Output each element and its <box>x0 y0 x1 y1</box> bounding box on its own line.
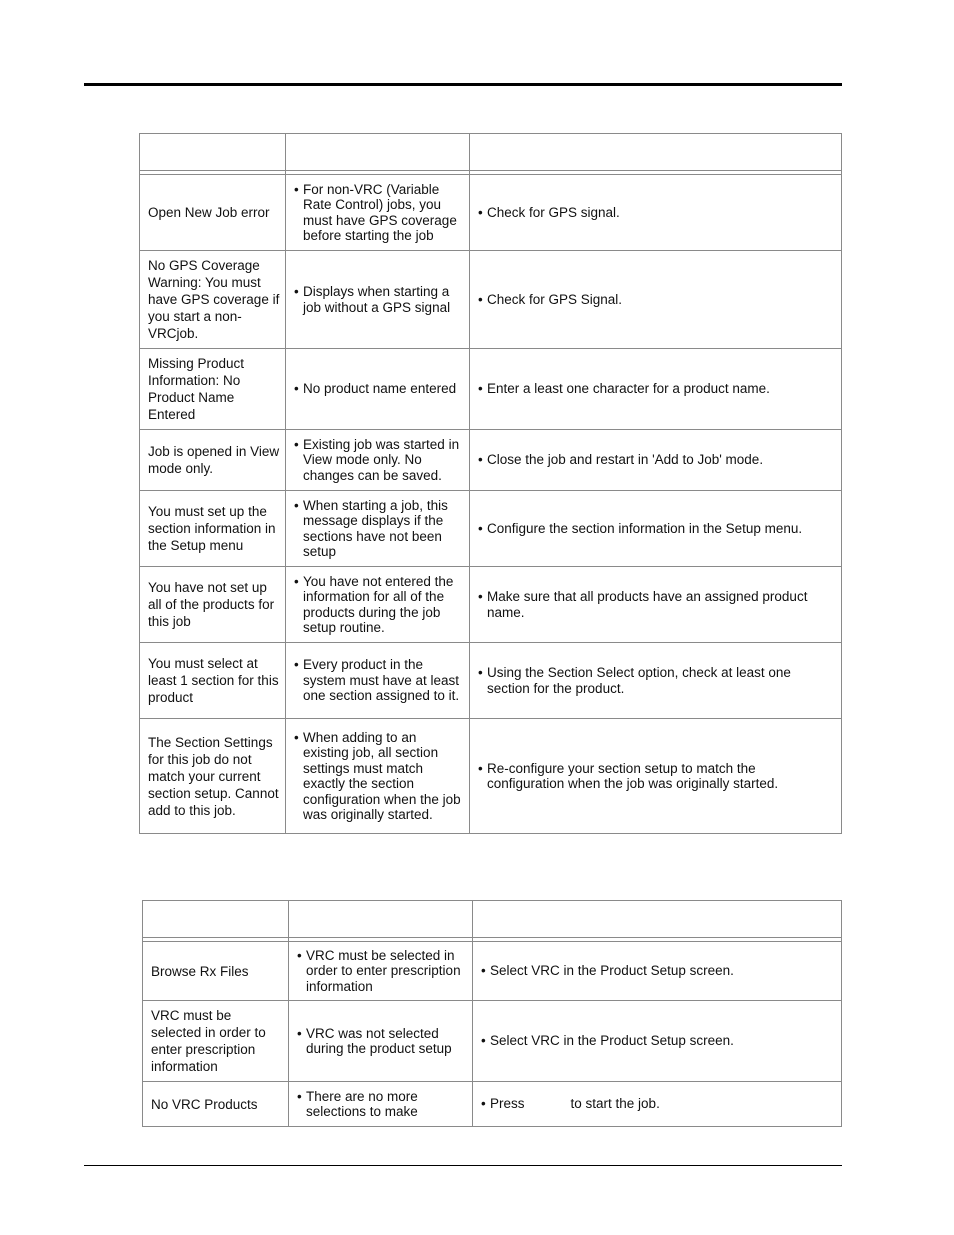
cause-cell: There are no more selections to make <box>306 1088 418 1119</box>
cause-cell: Existing job was started in View mode only. No changes can be saved. <box>303 436 460 483</box>
cause-cell: VRC was not selected during the product setup <box>306 1025 452 1056</box>
table-row: Open New Job error • For non-VRC (Variable Rate Control) jobs, you must have GPS coverage before starting the job • Check for GPS signal. <box>140 175 841 251</box>
table-row: Missing Product Information: No Product Name Entered • No product name entered • Enter a least one character for a product name. <box>140 349 841 430</box>
message-cell: No VRC Products <box>151 1096 258 1112</box>
table-row: The Section Settings for this job do not match your current section setup. Cannot add to this job. • When adding to an existing job, all section settings must match exactly the section configuration when the job was originally started. • Re-configure your section setup to match the configuration when the job was originally started. <box>140 719 841 833</box>
cause-cell: Displays when starting a job without a GPS signal <box>303 284 451 315</box>
message-cell: You must select at least 1 section for this product <box>148 656 279 705</box>
table-row: VRC must be selected in order to enter prescription information • VRC was not selected during the product setup • Select VRC in the Product Setup screen. <box>143 1001 841 1082</box>
cause-cell: You have not entered the information for all of the products during the job setup routine. <box>303 573 454 635</box>
message-cell: Browse Rx Files <box>151 963 249 979</box>
table-row: No GPS Coverage Warning: You must have GPS coverage if you start a non-VRCjob. • Displays when starting a job without a GPS signal • Check for GPS Signal. <box>140 251 841 349</box>
action-cell: Select VRC in the Product Setup screen. <box>490 963 734 979</box>
message-cell: VRC must be selected in order to enter prescription information <box>151 1008 266 1074</box>
footer-rule <box>84 1165 842 1166</box>
message-cell: You have not set up all of the products for this job <box>148 580 275 629</box>
action-cell: Check for GPS signal. <box>487 204 620 220</box>
message-cell: Missing Product Information: No Product Name Entered <box>148 356 245 422</box>
table-row: Job is opened in View mode only. • Existing job was started in View mode only. No changes can be saved. • Close the job and restart in 'Add to Job' mode. <box>140 430 841 491</box>
message-cell: No GPS Coverage Warning: You must have GPS coverage if you start a non-VRCjob. <box>148 258 280 341</box>
table-row: You must select at least 1 section for this product • Every product in the system must have at least one section assigned to it. • Using the Section Select option, check at least one section for the product. <box>140 643 841 719</box>
table-row: You must set up the section information in the Setup menu • When starting a job, this message displays if the sections have not been setup • Configure the section information in the Setup menu. <box>140 491 841 567</box>
error-table-2 <box>142 900 842 1127</box>
table-header <box>140 134 841 171</box>
cause-cell: When starting a job, this message displays if the sections have not been setup <box>303 497 448 559</box>
table-row: You have not set up all of the products for this job • You have not entered the information for all of the products during the job setup routine. • Make sure that all products have an assigned product name. <box>140 567 841 643</box>
message-cell: Open New Job error <box>148 205 270 220</box>
table-row: Browse Rx Files • VRC must be selected in order to enter prescription information • Select VRC in the Product Setup screen. <box>143 942 841 1001</box>
action-cell: Close the job and restart in 'Add to Job' mode. <box>487 452 764 468</box>
action-cell: Configure the section information in the Setup menu. <box>487 520 803 536</box>
cause-cell: No product name entered <box>303 381 457 397</box>
table-row: No VRC Products • There are no more selections to make • Press to start the job. <box>151 1088 660 1119</box>
cause-cell: VRC must be selected in order to enter prescription information <box>306 947 461 994</box>
table-header <box>143 901 841 938</box>
action-cell: Make sure that all products have an assigned product name. <box>487 589 808 620</box>
action-cell: Check for GPS Signal. <box>487 291 623 307</box>
message-cell: The Section Settings for this job do not match your current section setup. Cannot add to this job. <box>148 734 279 818</box>
action-cell: Using the Section Select option, check at least one section for the product. <box>487 665 791 696</box>
action-cell: Enter a least one character for a product name. <box>487 381 770 397</box>
cause-cell: Every product in the system must have at least one section assigned to it. <box>303 657 460 704</box>
message-cell: You must set up the section information in the Setup menu <box>148 504 276 553</box>
action-cell: Press to start the job. <box>490 1096 660 1112</box>
cause-cell: When adding to an existing job, all section settings must match exactly the section configuration when the job was originally started. <box>303 729 461 822</box>
message-cell: Job is opened in View mode only. <box>148 444 280 476</box>
action-cell: Select VRC in the Product Setup screen. <box>490 1033 734 1049</box>
action-cell: Re-configure your section setup to match the configuration when the job was originally started. <box>487 760 779 791</box>
cause-cell: For non-VRC (Variable Rate Control) jobs, you must have GPS coverage before starting the job <box>303 181 457 243</box>
error-table-1 <box>139 133 842 834</box>
header-rule <box>84 83 842 86</box>
